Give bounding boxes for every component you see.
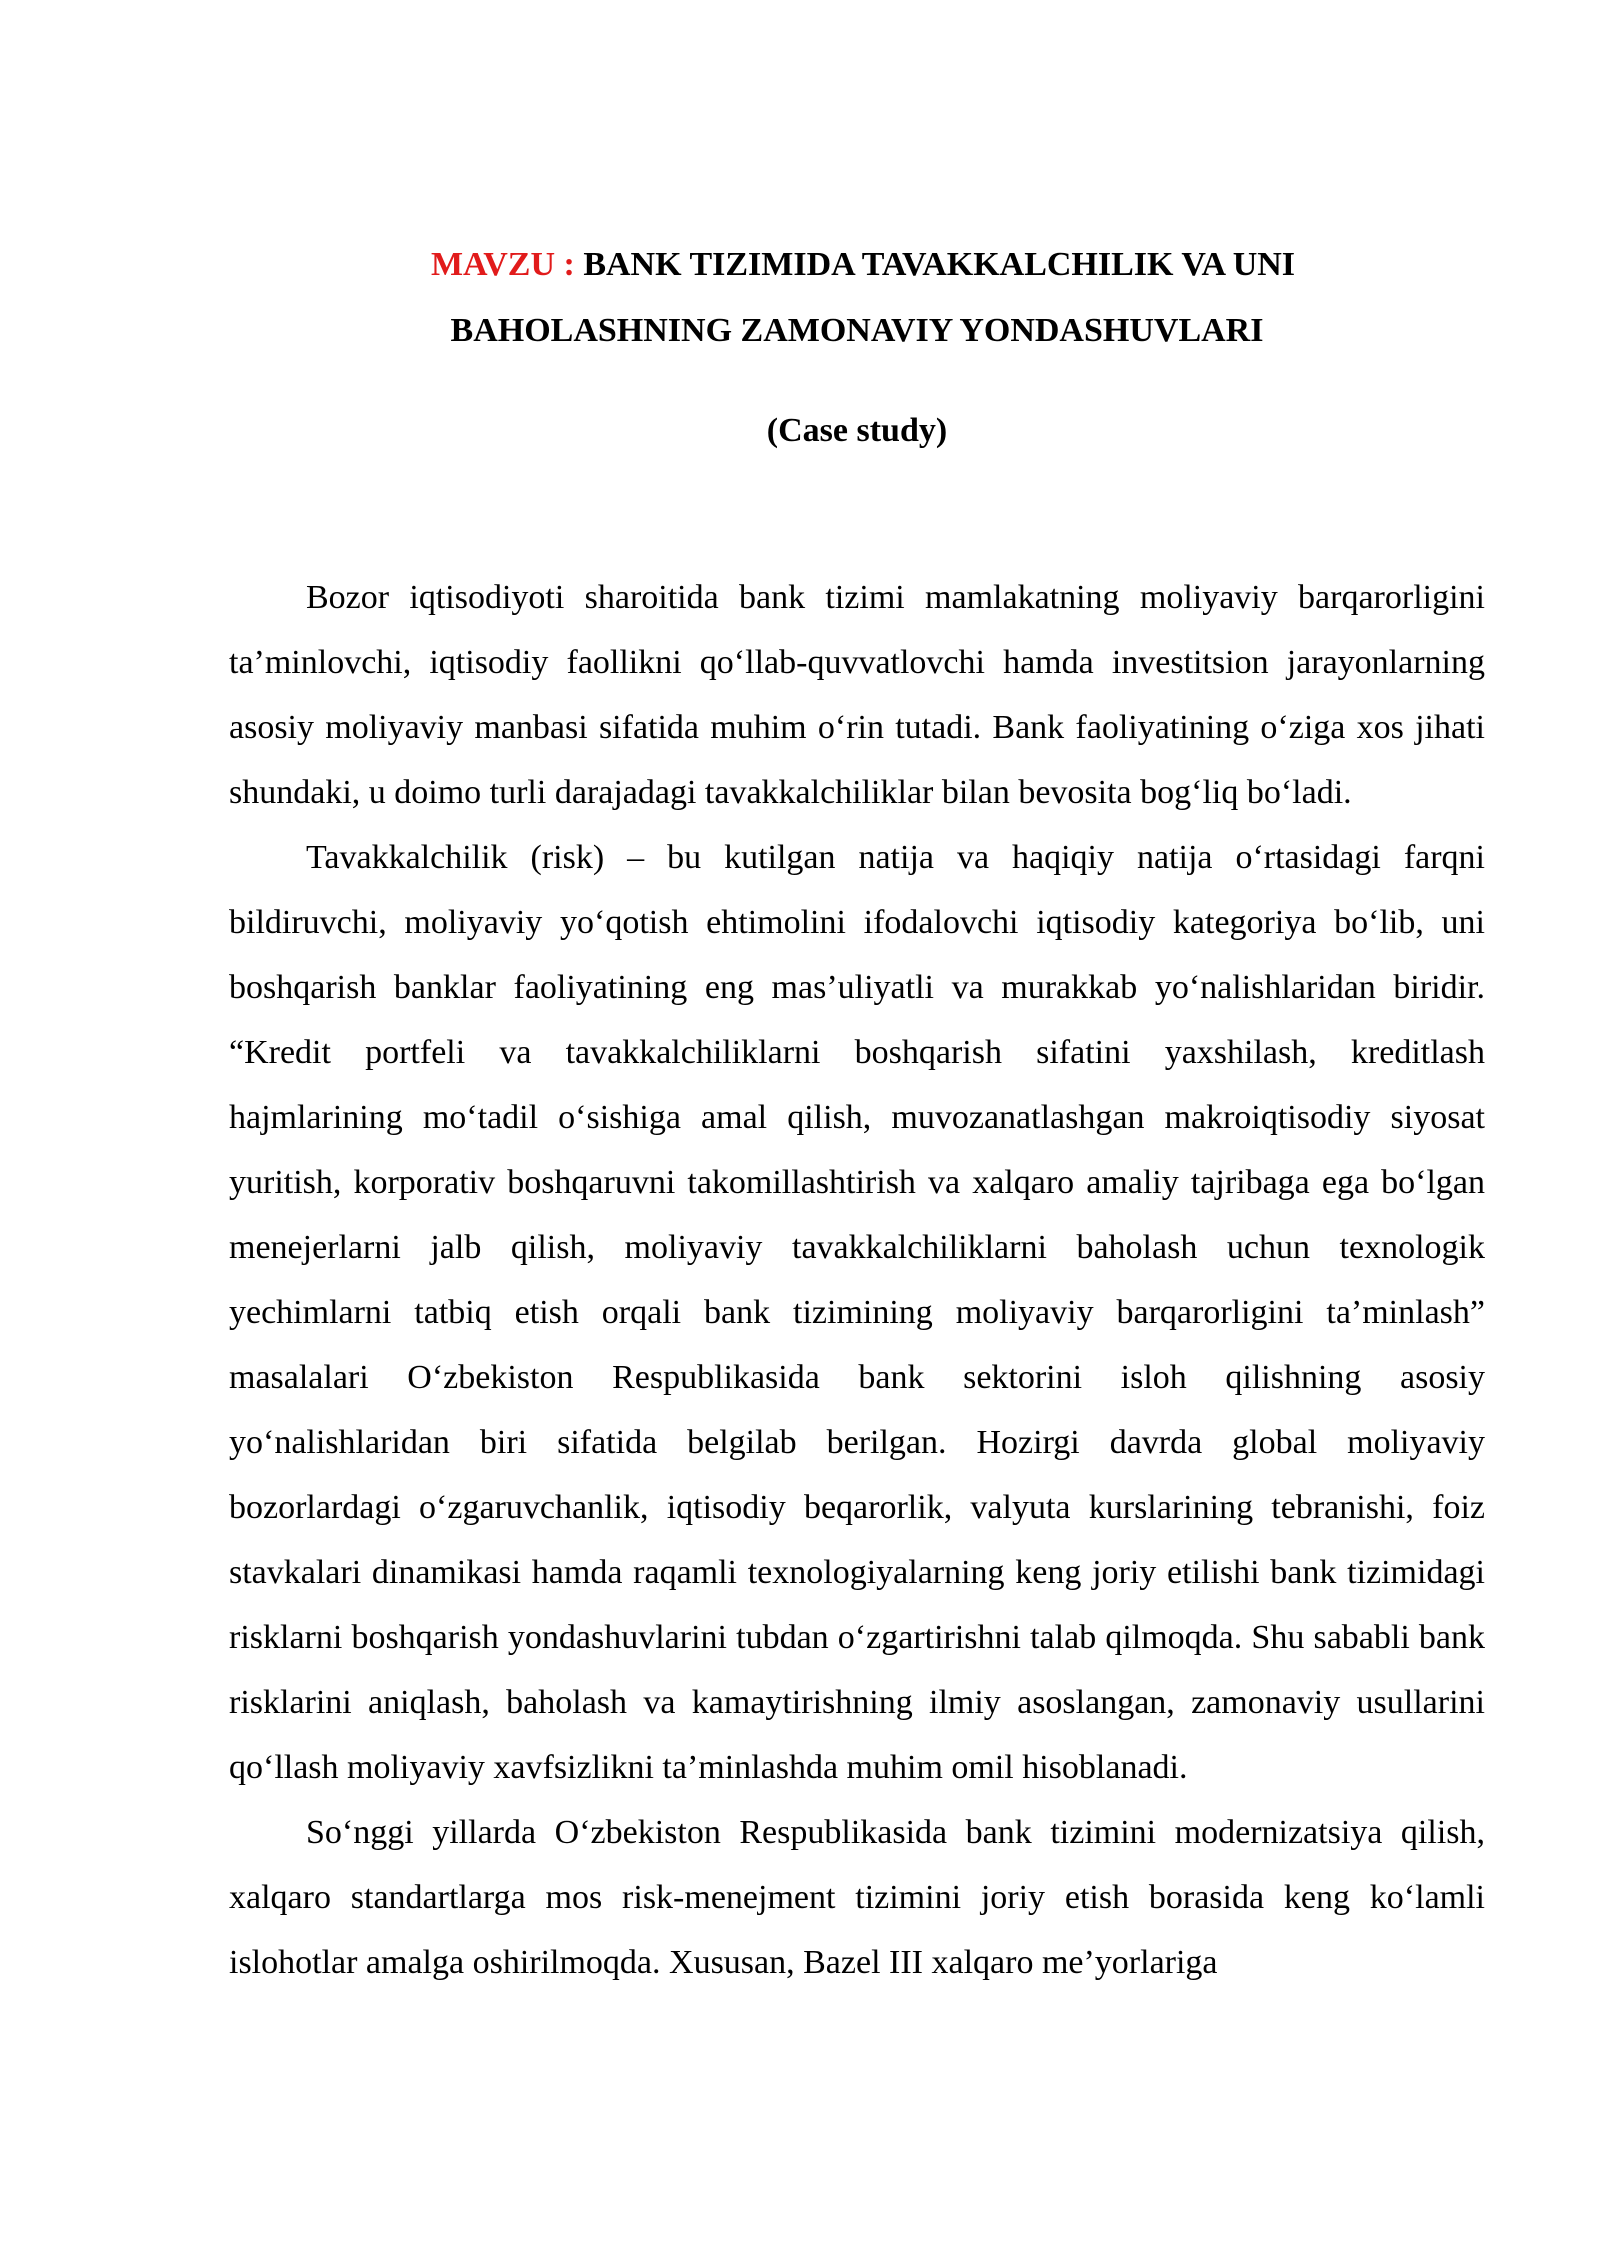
paragraph: Bozor iqtisodiyoti sharoitida bank tizimi mamlakatning moliyaviy barqarorligini ta’minlovchi, iqtisodiy faollikni qo‘llab-quvvatlovchi hamda investitsion jarayonlarning asosiy moliyaviy manbasi sifatida muhim o‘rin tutadi. Bank faoliyatining o‘ziga xos jihati shundaki, u doimo turli darajadagi tavakkalchiliklar bilan bevosita bog‘liq bo‘ladi. — [229, 579, 1485, 811]
document-subtitle: (Case study) — [766, 412, 948, 449]
document-title — [229, 232, 1485, 364]
document-body — [229, 565, 1485, 1995]
title-text-1: BANK TIZIMIDA TAVAKKALCHILIK VA UNI — [583, 246, 1296, 283]
title-line-2: BAHOLASHNING ZAMONAVIY YONDASHUVLARI — [450, 312, 1264, 349]
title-line-1 — [241, 232, 1485, 298]
title-label: MAVZU : — [430, 246, 575, 283]
paragraph: So‘nggi yillarda O‘zbekiston Respublikasida bank tizimini modernizatsiya qilish, xalqaro standartlarga mos risk-menejment tizimini joriy etish borasida keng ko‘lamli islohotlar amalga oshirilmoqda. Xususan, Bazel III xalqaro me’yorlariga — [229, 1814, 1485, 1981]
paragraph: Tavakkalchilik (risk) – bu kutilgan natija va haqiqiy natija o‘rtasidagi farqni bildiruvchi, moliyaviy yo‘qotish ehtimolini ifodalovchi iqtisodiy kategoriya bo‘lib, uni boshqarish banklar faoliyatining eng mas’uliyatli va murakkab yo‘nalishlaridan biridir. “Kredit portfeli va tavakkalchiliklarni boshqarish sifatini yaxshilash, kreditlash hajmlarining mo‘tadil o‘sishiga amal qilish, muvozanatlashgan makroiqtisodiy siyosat yuritish, korporativ boshqaruvni takomillashtirish va xalqaro amaliy tajribaga ega bo‘lgan menejerlarni jalb qilish, moliyaviy tavakkalchiliklarni baholash uchun texnologik yechimlarni tatbiq etish orqali bank tizimining moliyaviy barqarorligini ta’minlash” masalalari O‘zbekiston Respublikasida bank sektorini isloh qilishning asosiy yo‘nalishlaridan biri sifatida belgilab berilgan. Hozirgi davrda global moliyaviy bozorlardagi o‘zgaruvchanlik, iqtisodiy beqarorlik, valyuta kurslarining tebranishi, foiz stavkalari dinamikasi hamda raqamli texnologiyalarning keng joriy etilishi bank tizimidagi risklarni boshqarish yondashuvlarini tubdan o‘zgartirishni talab qilmoqda. Shu sababli bank risklarini aniqlash, baholash va kamaytirishning ilmiy asoslangan, zamonaviy usullarini qo‘llash moliyaviy xavfsizlikni ta’minlashda muhim omil hisoblanadi. — [229, 839, 1485, 1786]
